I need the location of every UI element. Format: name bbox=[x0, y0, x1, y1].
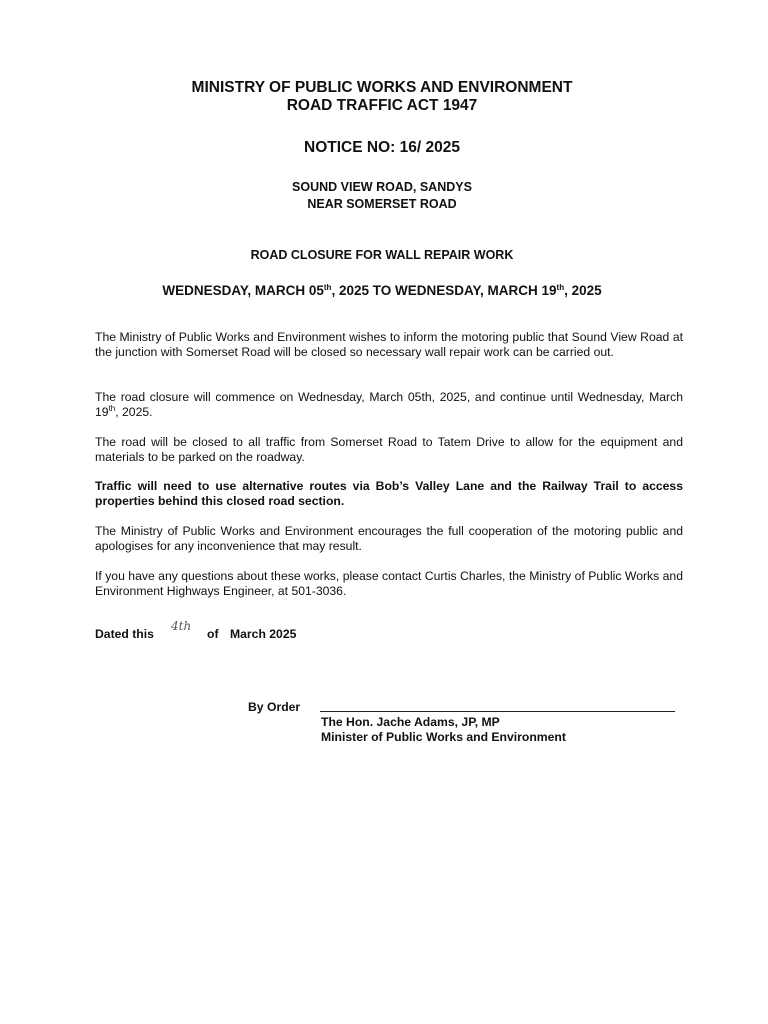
dated-month-year: March 2025 bbox=[230, 627, 297, 641]
by-order-label: By Order bbox=[248, 700, 301, 714]
paragraph-commence-sup: th bbox=[108, 404, 116, 413]
paragraph-cooperation: The Ministry of Public Works and Environment encourages the full cooperation of the motoring public and apologises for any inconvenience that may result. bbox=[95, 524, 683, 553]
dated-line bbox=[95, 619, 297, 641]
paragraph-intro: The Ministry of Public Works and Environment wishes to inform the motoring public that Sound View Road at the junction with Somerset Road will be closed so necessary wall repair work can be carried out. bbox=[95, 330, 683, 359]
paragraph-closed-traffic: The road will be closed to all traffic from Somerset Road to Tatem Drive to allow for the equipment and materials to be parked on the roadway. bbox=[95, 435, 683, 464]
signatory-name: The Hon. Jache Adams, JP, MP bbox=[321, 715, 500, 729]
date-range-middle: , 2025 TO WEDNESDAY, MARCH 19 bbox=[331, 283, 557, 298]
act-heading: ROAD TRAFFIC ACT 1947 bbox=[286, 97, 478, 114]
location-line-2: NEAR SOMERSET ROAD bbox=[307, 197, 457, 211]
paragraph-alternative-routes: Traffic will need to use alternative routes via Bob’s Valley Lane and the Railway Trail to access properties behind this closed road section. bbox=[95, 479, 683, 508]
date-range-end: , 2025 bbox=[564, 283, 602, 298]
dated-label: Dated this bbox=[95, 627, 154, 641]
date-range-start: WEDNESDAY, MARCH 05 bbox=[162, 283, 324, 298]
ministry-heading: MINISTRY OF PUBLIC WORKS AND ENVIRONMENT bbox=[191, 79, 573, 96]
subject-heading: ROAD CLOSURE FOR WALL REPAIR WORK bbox=[250, 248, 514, 262]
signatory-title: Minister of Public Works and Environment bbox=[321, 730, 566, 744]
location-line-1: SOUND VIEW ROAD, SANDYS bbox=[292, 180, 472, 194]
paragraph-commence-text: The road closure will commence on Wednesday, March 05th, 2025, and continue until Wednesday, March 19 bbox=[95, 390, 683, 419]
date-range-end-sup: th bbox=[556, 283, 565, 292]
notice-number: NOTICE NO: 16/ 2025 bbox=[304, 139, 460, 156]
paragraph-contact: If you have any questions about these works, please contact Curtis Charles, the Ministry of Public Works and Environment Highways Engineer, at 501-3036. bbox=[95, 569, 683, 598]
dated-of: of bbox=[207, 627, 219, 641]
paragraph-commence bbox=[95, 390, 683, 420]
signature-line bbox=[320, 711, 675, 712]
paragraph-commence-end: , 2025. bbox=[115, 405, 153, 419]
date-range-heading bbox=[0, 283, 764, 298]
handwritten-day: 4th bbox=[171, 619, 192, 633]
date-range-start-sup: th bbox=[323, 283, 332, 292]
